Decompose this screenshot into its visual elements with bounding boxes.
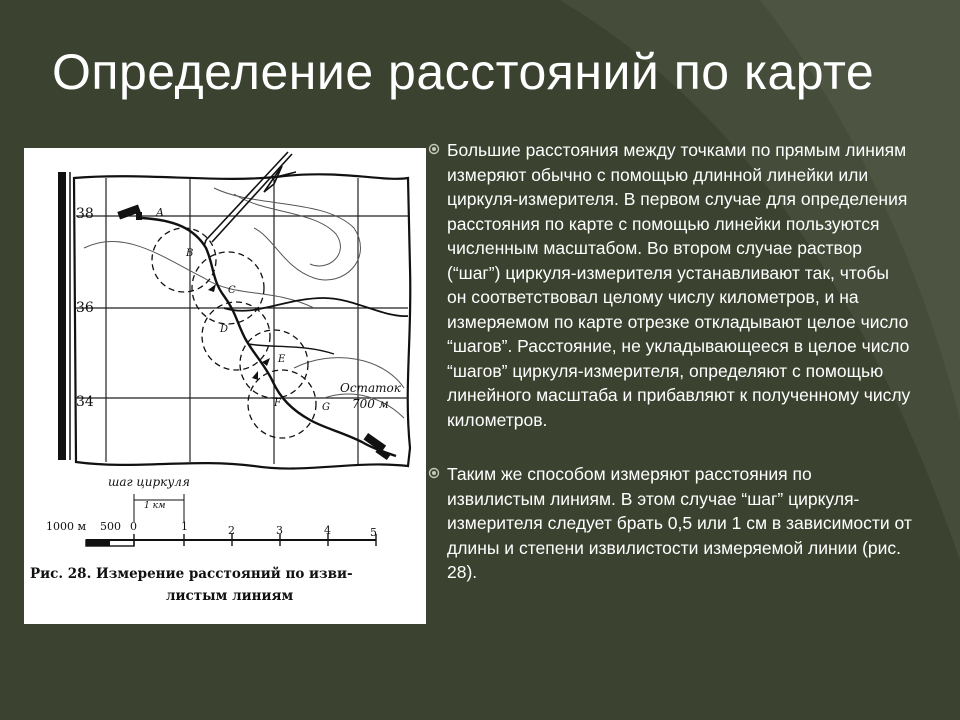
scale-label-500: 500	[100, 520, 121, 533]
remainder-label: Остаток	[340, 381, 401, 395]
figure-caption-line1: Рис. 28. Измерение расстояний по изви-	[30, 566, 353, 582]
road-symbols	[117, 204, 390, 460]
grid-label-34: 34	[76, 394, 94, 410]
ruler-bar	[58, 172, 66, 460]
scale-label-2: 2	[228, 524, 235, 537]
point-label-a: A	[156, 206, 164, 219]
bullet-list	[428, 138, 913, 615]
scale-label-1: 1	[181, 520, 188, 533]
figure-caption-line2: листым линиям	[166, 588, 294, 604]
bullet-circle-icon	[428, 143, 440, 155]
bullet-item	[428, 138, 913, 432]
point-label-g: G	[322, 402, 330, 413]
bullet-text: Таким же способом измеряют расстояния по извилистым линиям. В этом случае “шаг” циркуля-измерителя следует брать 0,5 или 1 см в зависимости от длины и степени извилистости измеряемой линии (рис. 28).	[447, 464, 912, 582]
point-label-b: B	[186, 248, 194, 259]
scale-label-3: 3	[276, 524, 283, 537]
map-figure	[24, 148, 426, 624]
bullet-circle-icon	[428, 467, 440, 479]
grid-label-38: 38	[76, 206, 94, 222]
map-illustration	[24, 148, 426, 624]
slide-title: Определение расстояний по карте	[52, 43, 875, 100]
point-label-e: E	[278, 354, 286, 365]
step-value: 1 км	[144, 501, 166, 511]
point-label-c: C	[228, 285, 236, 296]
scale-label-0: 0	[130, 520, 137, 533]
scale-label-5: 5	[370, 526, 377, 539]
route-arrows	[208, 284, 270, 380]
step-label: шаг циркуля	[108, 475, 190, 489]
point-label-f: F	[274, 398, 281, 409]
grid-label-36: 36	[76, 300, 94, 316]
bullet-item	[428, 462, 913, 585]
scale-label-1000: 1000 м	[46, 520, 87, 533]
bullet-text: Большие расстояния между точками по прямым линиям измеряют обычно с помощью длинной линейки или циркуля-измерителя. В первом случае для определения расстояния по карте с помощью линейки пользуются численным масштабом. Во втором случае раствор (“шаг”) циркуля-измерителя устанавливают так, чтобы он соответствовал целому числу километров, и на измеряемом по карте отрезке откладывают целое число “шагов”. Расстояние, не укладывающееся в целое число “шагов” циркуля-измерителя, определяют с помощью линейного масштаба и прибавляют к полученному числу километров.	[447, 140, 911, 430]
point-label-d: D	[220, 324, 229, 335]
scale-label-4: 4	[324, 524, 331, 537]
remainder-value: 700 м	[352, 397, 389, 411]
